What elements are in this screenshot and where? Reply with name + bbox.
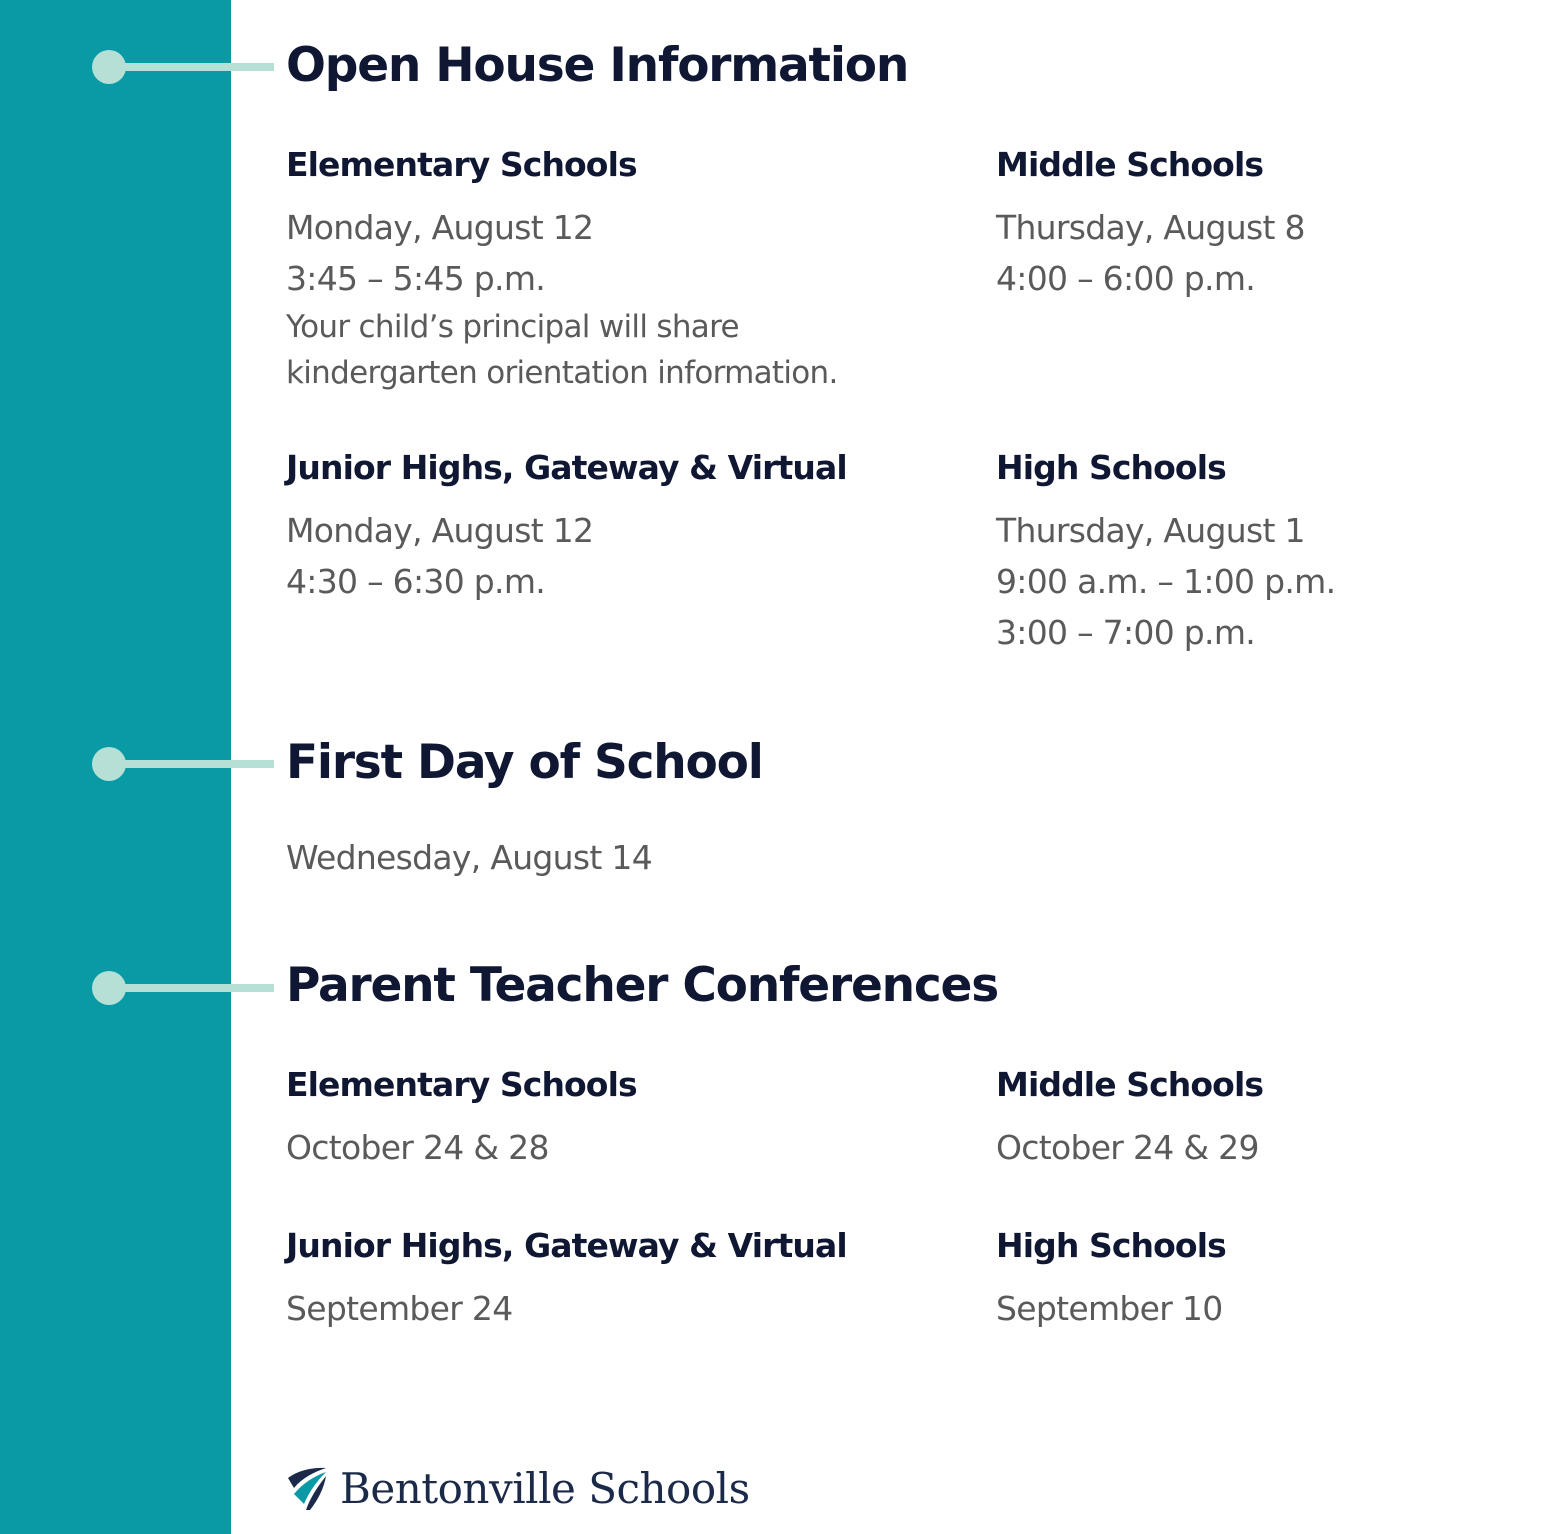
conferences-junior bbox=[286, 1226, 906, 1334]
open-house-junior-date: Monday, August 12 bbox=[286, 511, 594, 550]
conferences-high-dates: September 10 bbox=[996, 1289, 1223, 1328]
conferences-middle-heading: Middle Schools bbox=[996, 1065, 1264, 1104]
open-house-elementary-date: Monday, August 12 bbox=[286, 208, 594, 247]
open-house-junior bbox=[286, 448, 906, 607]
conferences-elementary-dates: October 24 & 28 bbox=[286, 1128, 549, 1167]
open-house-middle bbox=[996, 145, 1516, 304]
bentonville-schools-logo bbox=[284, 1460, 750, 1516]
open-house-high-heading: High Schools bbox=[996, 448, 1226, 487]
open-house-elementary bbox=[286, 145, 906, 396]
section-marker-conferences bbox=[92, 971, 276, 1007]
open-house-elementary-time: 3:45 – 5:45 p.m. bbox=[286, 259, 546, 298]
open-house-high-time-2: 3:00 – 7:00 p.m. bbox=[996, 613, 1256, 652]
open-house-high-time-1: 9:00 a.m. – 1:00 p.m. bbox=[996, 562, 1336, 601]
open-house-high-date: Thursday, August 1 bbox=[996, 511, 1305, 550]
section-title-conferences: Parent Teacher Conferences bbox=[286, 958, 998, 1013]
open-house-middle-heading: Middle Schools bbox=[996, 145, 1264, 184]
first-day-date: Wednesday, August 14 bbox=[286, 838, 652, 877]
conferences-elementary-heading: Elementary Schools bbox=[286, 1065, 637, 1104]
open-house-junior-time: 4:30 – 6:30 p.m. bbox=[286, 562, 546, 601]
conferences-elementary bbox=[286, 1065, 906, 1173]
conferences-junior-heading: Junior Highs, Gateway & Virtual bbox=[286, 1226, 847, 1265]
open-house-junior-heading: Junior Highs, Gateway & Virtual bbox=[286, 448, 847, 487]
conferences-high bbox=[996, 1226, 1516, 1334]
conferences-high-heading: High Schools bbox=[996, 1226, 1226, 1265]
section-marker-open-house bbox=[92, 50, 276, 86]
section-title-open-house: Open House Information bbox=[286, 38, 909, 93]
open-house-middle-time: 4:00 – 6:00 p.m. bbox=[996, 259, 1256, 298]
logo-text: Bentonville Schools bbox=[340, 1463, 750, 1513]
conferences-middle bbox=[996, 1065, 1516, 1173]
open-house-middle-date: Thursday, August 8 bbox=[996, 208, 1305, 247]
open-house-elementary-note-2: kindergarten orientation information. bbox=[286, 355, 838, 391]
leaf-stripes-logo-icon bbox=[284, 1464, 328, 1512]
open-house-elementary-heading: Elementary Schools bbox=[286, 145, 637, 184]
section-marker-first-day bbox=[92, 747, 276, 783]
conferences-junior-dates: September 24 bbox=[286, 1289, 513, 1328]
open-house-elementary-note-1: Your child’s principal will share bbox=[286, 309, 739, 345]
conferences-middle-dates: October 24 & 29 bbox=[996, 1128, 1259, 1167]
section-title-first-day: First Day of School bbox=[286, 735, 763, 790]
open-house-high bbox=[996, 448, 1516, 658]
